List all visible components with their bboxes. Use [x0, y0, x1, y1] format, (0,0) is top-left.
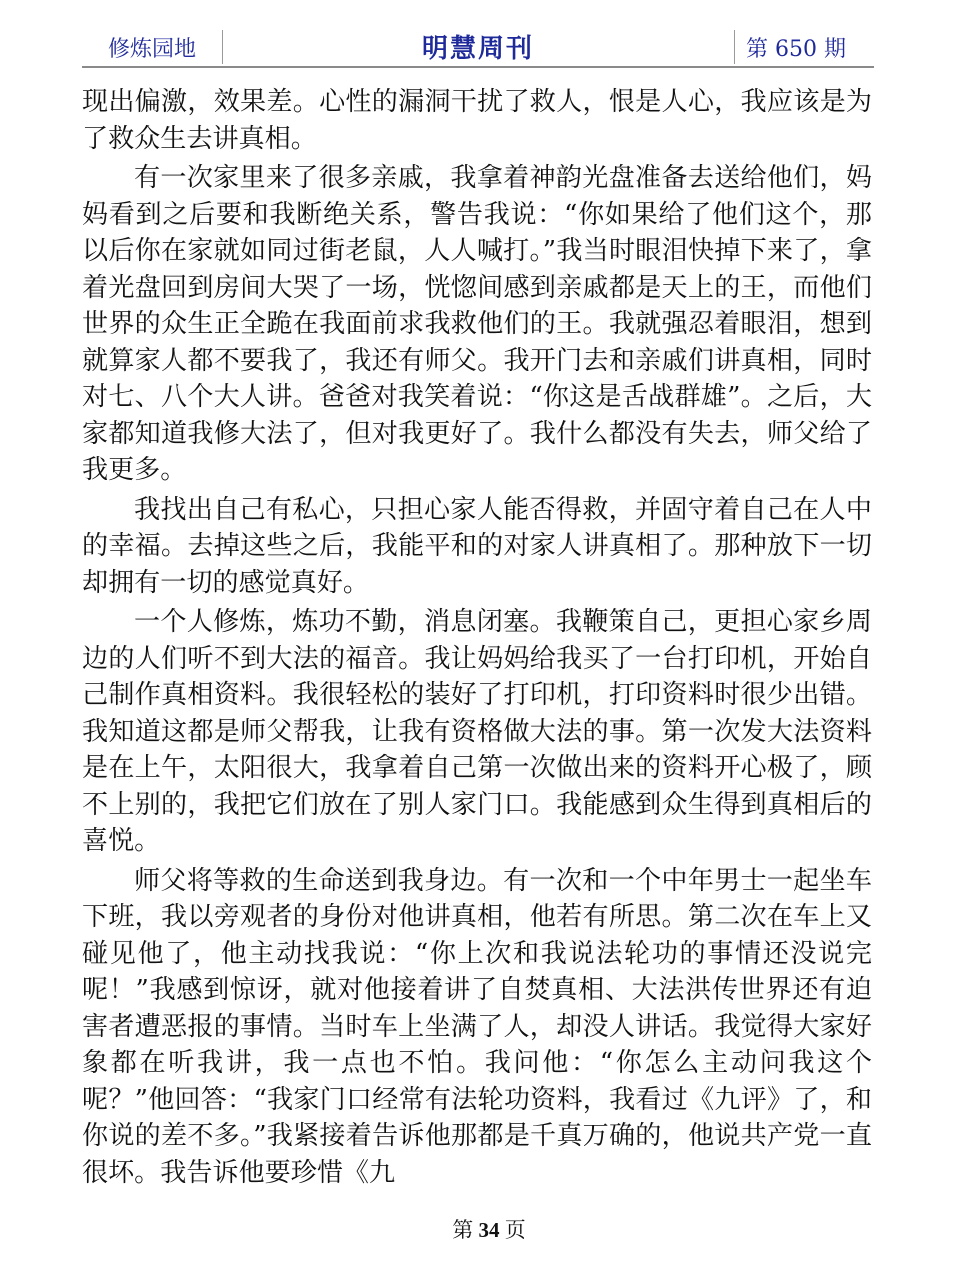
article-body [82, 84, 872, 1194]
paragraph: 我找出自己有私心，只担心家人能否得救，并固守着自己在人中的幸福。去掉这些之后，我能平和的对家人讲真相了。那种放下一切却拥有一切的感觉真好。 [82, 494, 872, 598]
paragraph: 师父将等救的生命送到我身边。有一次和一个中年男士一起坐车下班，我以旁观者的身份对他讲真相，他若有所思。第二次在车上又碰见他了，他主动找我说：“你上次和我说法轮功的事情还没说完呢！”我感到惊讶，就对他接着讲了自焚真相、大法洪传世界还有迫害者遭恶报的事情。当时车上坐满了人，却没人讲话。我觉得大家好象都在听我讲，我一点也不怕。我问他：“你怎么主动问我这个呢？”他回答：“我家门口经常有法轮功资料，我看过《九评》了，和你说的差不多。”我紧接着告诉他那都是千真万确的，他说共产党一直很坏。我告诉他要珍惜《九 [82, 865, 872, 1188]
section-label: 修炼园地 [108, 37, 197, 62]
page-prefix: 第 [452, 1218, 474, 1242]
header-rule [82, 66, 874, 68]
header-divider-right [734, 30, 735, 64]
page-suffix: 页 [504, 1218, 526, 1242]
paragraph: 有一次家里来了很多亲戚，我拿着神韵光盘准备去送给他们，妈妈看到之后要和我断绝关系，警告我说：“你如果给了他们这个，那以后你在家就如同过街老鼠，人人喊打。”我当时眼泪快掉下来了，拿着光盘回到房间大哭了一场，恍惚间感到亲戚都是天上的王，而他们世界的众生正全跪在我面前求我救他们的王。我就强忍着眼泪，想到就算家人都不要我了，我还有师父。我开门去和亲戚们讲真相，同时对七、八个大人讲。爸爸对我笑着说：“你这是舌战群雄”。之后，大家都知道我修大法了，但对我更好了。我什么都没有失去，师父给了我更多。 [82, 163, 872, 485]
page-number: 34 [478, 1218, 500, 1242]
page-header [82, 28, 874, 66]
paragraph: 现出偏激，效果差。心性的漏洞干扰了救人，恨是人心，我应该是为了救众生去讲真相。 [82, 87, 872, 154]
page-footer [0, 1214, 978, 1244]
publication-title: 明慧周刊 [421, 34, 534, 64]
issue-label: 第 650 期 [746, 37, 846, 62]
paragraph: 一个人修炼，炼功不勤，消息闭塞。我鞭策自己，更担心家乡周边的人们听不到大法的福音。我让妈妈给我买了一台打印机，开始自己制作真相资料。我很轻松的装好了打印机，打印资料时很少出错。我知道这都是师父帮我，让我有资格做大法的事。第一次发大法资料是在上午，太阳很大，我拿着自己第一次做出来的资料开心极了，顾不上别的，我把它们放在了别人家门口。我能感到众生得到真相后的喜悦。 [82, 607, 872, 856]
